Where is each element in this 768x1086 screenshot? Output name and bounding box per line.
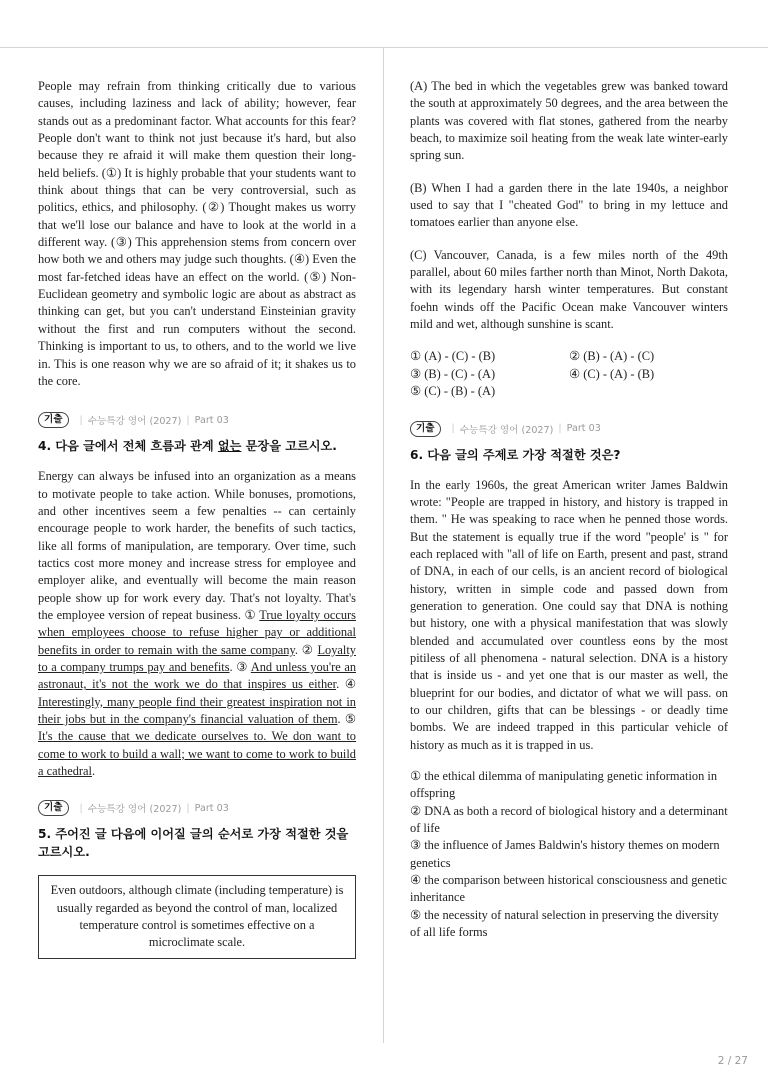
q4-tag-badge: 기출 — [38, 412, 69, 428]
q5-paragraph-b: (B) When I had a garden there in the late 1940s, a neighbor used to say that I "cheated God" to bring in my lettuce and tomatoes earlier than anyone else. — [410, 180, 728, 230]
q3-passage: People may refrain from thinking critically due to various causes, including laziness and lack of ability; however, fear stands out as a predominant factor. What accounts for this fear? People don't want to think not just because it's hard, but also because they re afraid it will make them question their long-held beliefs. (①) It is highly probable that your students want to think about things that can be very controversial, such as politics, ethics, and philosophy. (②) Thought makes us worry that we'll lose our balance and have to look at the world in a different way. (③) This apprehension stems from concern over how both we and others may judge such thoughts. (④) Even the most far-fetched ideas have an effect on the world. (⑤) Non-Euclidean geometry and symbolic logic are about as abstract as thinking can get, but you can't understand Einsteinian gravity without the first and run computers without the second. Thinking is important to us, to others, and to the world we live in. This is one reason why we are so afraid of it; it shakes us to the core. — [38, 79, 356, 388]
q6-choice-5[interactable]: ⑤ the necessity of natural selection in preserving the diversity of all life forms — [410, 907, 719, 940]
q6-passage: In the early 1960s, the great American writer James Baldwin wrote: "People are trapped in history, and history is trapped in them. " He was speaking to race when he penned those words. But the statement is equally true if the word "people' is " for each replaced with "all of life on Earth, present and past, strand of DNA, in each of our cells, is an ancient record of biological history, written in simple code and passed down from generation to generation. One could say that DNA is nothing but history, one with a physical manifestation that was slowly blended and accumulated over countless eons by the most pitiless of all phenomena - natural selection. DNA is a history that is inside us - and yet one that is our master as well, the blueprint for our bodies, and dictator of what we will pass. on to our children, gifts that can be blessings - or deadly time bombs. We are indeed trapped in this particular vehicle of history as much as it is trapped in us. — [410, 477, 728, 752]
q4-sentence-2: Loyalty to a company trumps pay and benefits — [38, 642, 356, 674]
q5-option-4[interactable]: ④ (C) - (A) - (B) — [569, 366, 655, 381]
q6-choice-1[interactable]: ① the ethical dilemma of manipulating genetic information in offspring — [410, 769, 718, 801]
left-column — [38, 78, 356, 959]
q6-choice-2[interactable]: ② DNA as both a record of biological history and a determinant of life — [410, 803, 728, 836]
q4-sentence-3: And unless you're an astronaut, it's not the work we do that inspires us either — [38, 659, 357, 692]
q6-source-line — [410, 421, 728, 437]
q5-source-line — [38, 800, 356, 816]
q4-sentence-5: It's the cause that we dedicate ourselves to. We don want to come to work to build a wall; we want to come to work to build a cathedral — [38, 729, 356, 779]
q4-source-line — [38, 412, 356, 428]
q5-option-1[interactable]: ① (A) - (C) - (B) — [410, 349, 496, 364]
q4-source: 수능특강 영어 (2027) — [87, 416, 182, 428]
q5-part: Part 03 — [194, 802, 229, 814]
separator: | — [79, 802, 83, 814]
header-rule — [0, 47, 768, 48]
q5-title: 5. 주어진 글 다음에 이어질 글의 순서로 가장 적절한 것을 고르시오. — [38, 827, 349, 860]
q5-option-2[interactable]: ② (B) - (A) - (C) — [569, 349, 655, 364]
q6-title: 6. 다음 글의 주제로 가장 적절한 것은? — [410, 447, 621, 462]
q6-choice-4[interactable]: ④ the comparison between historical consciousness and genetic inheritance — [410, 873, 727, 905]
q4-sentence-4: Interestingly, many people find their greatest inspiration not in their jobs but in the company's financial valuation of them — [38, 694, 356, 726]
q6-part: Part 03 — [566, 423, 601, 434]
separator: | — [186, 802, 190, 814]
q5-source: 수능특강 영어 (2027) — [87, 804, 182, 816]
separator: | — [451, 423, 455, 434]
q6-source: 수능특강 영어 (2027) — [459, 424, 554, 436]
q6-choices — [410, 768, 728, 941]
q5-given-text-box: Even outdoors, although climate (including temperature) is usually regarded as beyond the control of man, localized temperature control is sometimes effective on a microclimate scale. — [38, 875, 356, 958]
q5-option-5[interactable]: ⑤ (C) - (B) - (A) — [410, 384, 496, 399]
q4-passage: Energy can always be infused into an organization as a means to motivate people to take action. While bonuses, promotions, and other incentives seem a few penalties -- can certainly encourage people to work harder, the benefits of such tactics, like all forms of manipulation, are temporary. Over time, such tactics cost more money and increase stress for employee and employer alike, and eventually will become the main reason people show up for work every day. That's not loyalty. That's the employee version of repeat business. ① True loyalty occurs when employees choose to refuse higher pay or additional benefits in order to remain with the same company. ② Loyalty to a company trumps pay and benefits. ③ And unless you're an astronaut, it's not the work we do that inspires us either. ④ Interestingly, many people find their greatest inspiration not in their jobs but in the company's financial valuation of them. ⑤ It's the cause that we dedicate ourselves to. We don want to come to work to build a wall; we want to come to work to build a cathedral. — [38, 469, 357, 779]
q5-option-3[interactable]: ③ (B) - (C) - (A) — [410, 366, 496, 381]
q5-tag-badge: 기출 — [38, 800, 69, 816]
column-divider — [383, 48, 384, 1043]
q5-paragraph-a: (A) The bed in which the vegetables grew was banked toward the south at approximately 50 degrees, and the area between the plants was covered with flat stones, gathered from the nearby beach, to maximize soil heating from the weak late winter-early spring sun. — [410, 79, 728, 163]
right-column — [410, 78, 728, 941]
q4-title: 4. 다음 글에서 전체 흐름과 관계 없는 문장을 고르시오. — [38, 439, 337, 454]
q6-tag-badge: 기출 — [410, 421, 441, 437]
separator: | — [558, 423, 562, 434]
page-number: 2 / 27 — [717, 1055, 748, 1067]
q6-choice-3[interactable]: ③ the influence of James Baldwin's history themes on modern genetics — [410, 838, 720, 870]
q4-sentence-1: True loyalty occurs when employees choose to refuse higher pay or additional benefits in order to remain with the same company — [38, 607, 356, 657]
q5-paragraph-c: (C) Vancouver, Canada, is a few miles north of the 49th parallel, about 60 miles farther north than Minot, North Dakota, with its legendary harsh winter temperatures. But constant foehn winds off the Pacific Ocean make Vancouver winters mild and wet, although sunshine is scant. — [410, 247, 728, 332]
separator: | — [186, 414, 190, 426]
separator: | — [79, 414, 83, 426]
q4-part: Part 03 — [194, 414, 229, 426]
q5-options — [410, 348, 728, 400]
